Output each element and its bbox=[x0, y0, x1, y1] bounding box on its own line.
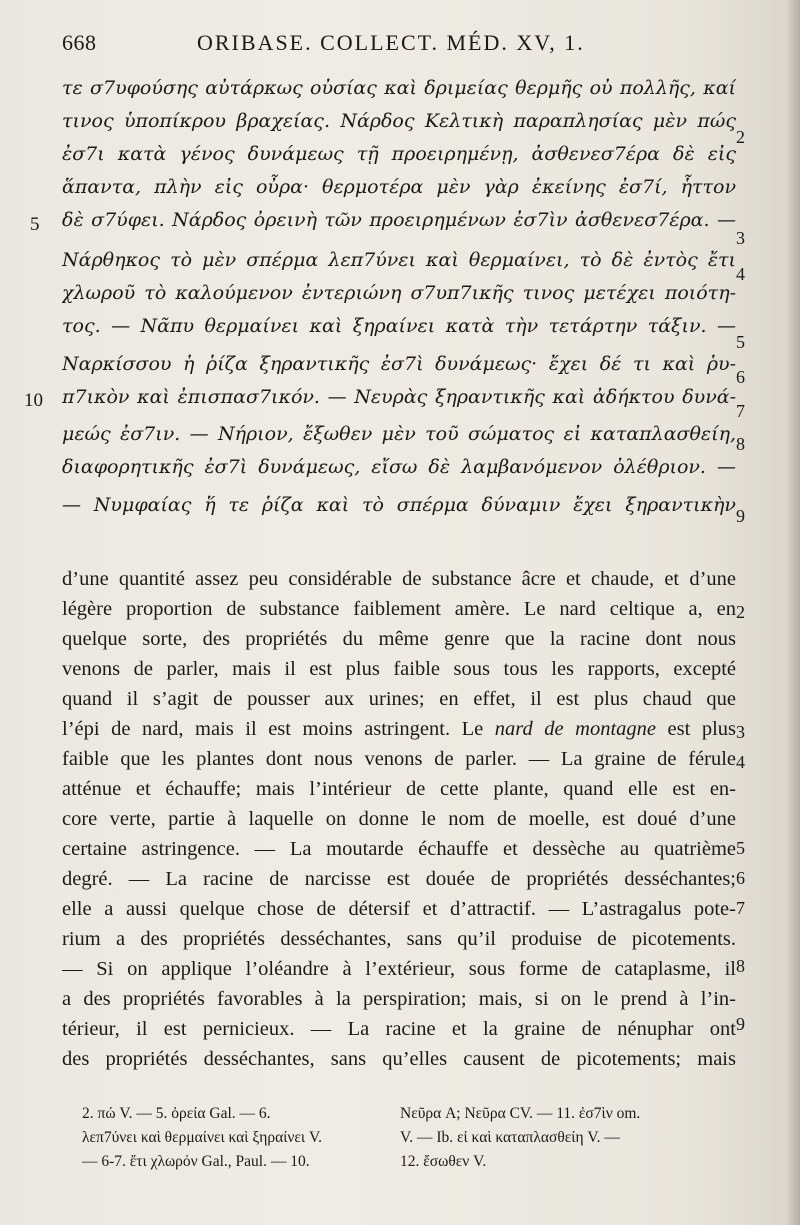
section-number: 9 bbox=[736, 506, 745, 526]
footnote-right: 12. ἔσωθεν V. bbox=[400, 1153, 487, 1170]
section-number: 2 bbox=[736, 602, 745, 622]
footnote-row bbox=[82, 1126, 722, 1150]
section-number: 4 bbox=[736, 752, 745, 772]
greek-line: π7ικὸν καὶ ἐπισπασ7ικόν. — Νευρὰς ξηραντικῆς καὶ ἀδήκτου δυνά- bbox=[62, 386, 736, 408]
french-line: degré. — La racine de narcisse est douée de propriétés desséchantes; bbox=[62, 868, 736, 890]
french-line: quand il s’agit de pousser aux urines; en effet, il est plus chaud que bbox=[62, 688, 736, 710]
french-line: d’une quantité assez peu considérable de substance âcre et chaude, et d’une bbox=[62, 568, 736, 590]
greek-line: Ναρκίσσου ἡ ῥίζα ξηραντικῆς ἐσ7ὶ δυνάμεως· ἔχει δέ τι καὶ ῥυ- bbox=[62, 353, 736, 375]
line-number-5: 5 bbox=[30, 214, 40, 235]
footnote-right: V. — Ib. εἰ καὶ καταπλασθείη V. — bbox=[400, 1129, 620, 1146]
section-number: 9 bbox=[736, 1014, 745, 1034]
french-line: quelque sorte, des propriétés du même genre que la racine dont nous bbox=[62, 628, 736, 650]
greek-line: Νάρθηκος τὸ μὲν σπέρμα λεπ7ύνει καὶ θερμαίνει, τὸ δὲ ἐντὸς ἔτι bbox=[62, 249, 736, 271]
page-number: 668 bbox=[62, 30, 97, 55]
greek-line: ἐσ7ι κατὰ γένος δυνάμεως τῇ προειρημένῃ, ἀσθενεσ7έρα δὲ εἰς bbox=[62, 143, 736, 165]
footnotes bbox=[82, 1102, 722, 1174]
greek-line: — Νυμφαίας ἥ τε ῥίζα καὶ τὸ σπέρμα δύναμιν ἔχει ξηραντικὴν bbox=[62, 494, 736, 516]
italic-phrase: nard de montagne bbox=[494, 718, 656, 740]
footnote-left: 2. πώ V. — 5. ὀρεία Gal. — 6. bbox=[82, 1105, 271, 1122]
french-line: venons de parler, mais il est plus faible sous tous les rapports, excepté bbox=[62, 658, 736, 680]
section-number: 4 bbox=[736, 264, 745, 284]
greek-line: χλωροῦ τὸ καλούμενον ἐντεριώνη σ7υπ7ικῆς τινος μετέχει ποιότη- bbox=[62, 282, 736, 304]
footnote-row bbox=[82, 1102, 722, 1126]
section-number: 7 bbox=[736, 898, 745, 918]
footnote-left: — 6-7. ἔτι χλωρόν Gal., Paul. — 10. bbox=[82, 1153, 310, 1170]
french-line: atténue et échauffe; mais l’intérieur de cette plante, quand elle est en- bbox=[62, 778, 736, 800]
french-line: térieur, il est pernicieux. — La racine et la graine de nénuphar ont bbox=[62, 1018, 736, 1040]
line-number-10: 10 bbox=[24, 390, 43, 411]
section-number: 6 bbox=[736, 367, 745, 387]
greek-line: διαφορητικῆς ἐσ7ὶ δυνάμεως, εἴσω δὲ λαμβανόμενον ὀλέθριον. — bbox=[62, 456, 736, 478]
french-line: rium a des propriétés desséchantes, sans qu’il produise de picotements. bbox=[62, 928, 736, 950]
section-number: 5 bbox=[736, 838, 745, 858]
greek-line: μεώς ἐσ7ιν. — Νήριον, ἔξωθεν μὲν τοῦ σώματος εἰ καταπλασθείη, bbox=[62, 423, 736, 445]
section-number: 7 bbox=[736, 401, 745, 421]
french-line: légère proportion de substance faiblement amère. Le nard celtique a, en bbox=[62, 598, 736, 620]
running-title: ORIBASE. COLLECT. MÉD. XV, 1. bbox=[197, 30, 585, 55]
section-number: 5 bbox=[736, 332, 745, 352]
french-line: des propriétés desséchantes, sans qu’elles causent de picotements; mais bbox=[62, 1048, 736, 1070]
greek-line: δὲ σ7ύφει. Νάρδος ὀρεινὴ τῶν προειρημένων ἐσ7ὶν ἀσθενεσ7έρα. — bbox=[62, 209, 736, 231]
french-line: core verte, partie à laquelle on donne le nom de moelle, est doué d’une bbox=[62, 808, 736, 830]
french-line: — Si on applique l’oléandre à l’extérieur, sous forme de cataplasme, il bbox=[62, 958, 736, 980]
section-number: 3 bbox=[736, 722, 745, 742]
french-line: elle a aussi quelque chose de détersif et d’attractif. — L’astragalus pote- bbox=[62, 898, 736, 920]
footnote-row bbox=[82, 1150, 722, 1174]
section-number: 3 bbox=[736, 228, 745, 248]
footnote-right: Νεῦρα A; Νεῦρα CV. — 11. ἐσ7ὶν om. bbox=[400, 1105, 641, 1122]
french-line-with-italic bbox=[62, 716, 736, 742]
greek-line: τος. — Νᾶπυ θερμαίνει καὶ ξηραίνει κατὰ τὴν τετάρτην τάξιν. — bbox=[62, 315, 736, 337]
french-line: certaine astringence. — La moutarde échauffe et dessèche au quatrième bbox=[62, 838, 736, 860]
french-line: a des propriétés favorables à la perspiration; mais, si on le prend à l’in- bbox=[62, 988, 736, 1010]
section-number: 6 bbox=[736, 868, 745, 888]
page-edge-shadow bbox=[786, 0, 800, 1225]
section-number: 2 bbox=[736, 127, 745, 147]
greek-line: τινος ὑποπίκρου βραχείας. Νάρδος Κελτικὴ παραπλησίας μὲν πώς bbox=[62, 110, 736, 132]
french-line-end: est plus bbox=[656, 718, 736, 740]
footnote-left: λεπ7ύνει καὶ θερμαίνει καὶ ξηραίνει V. bbox=[82, 1129, 323, 1146]
greek-line: ἅπαντα, πλὴν εἰς οὖρα· θερμοτέρα μὲν γὰρ ἐκείνης ἐσ7ί, ἧττον bbox=[62, 176, 736, 198]
greek-line: τε σ7υφούσης αὐτάρκως οὐσίας καὶ δριμείας θερμῆς οὐ πολλῆς, καί bbox=[62, 77, 736, 99]
section-number: 8 bbox=[736, 434, 745, 454]
french-line-start: l’épi de nard, mais il est moins astringent. Le bbox=[62, 718, 495, 740]
french-line: faible que les plantes dont nous venons de parler. — La graine de férule bbox=[62, 748, 736, 770]
page-header bbox=[62, 30, 740, 60]
section-number: 8 bbox=[736, 956, 745, 976]
